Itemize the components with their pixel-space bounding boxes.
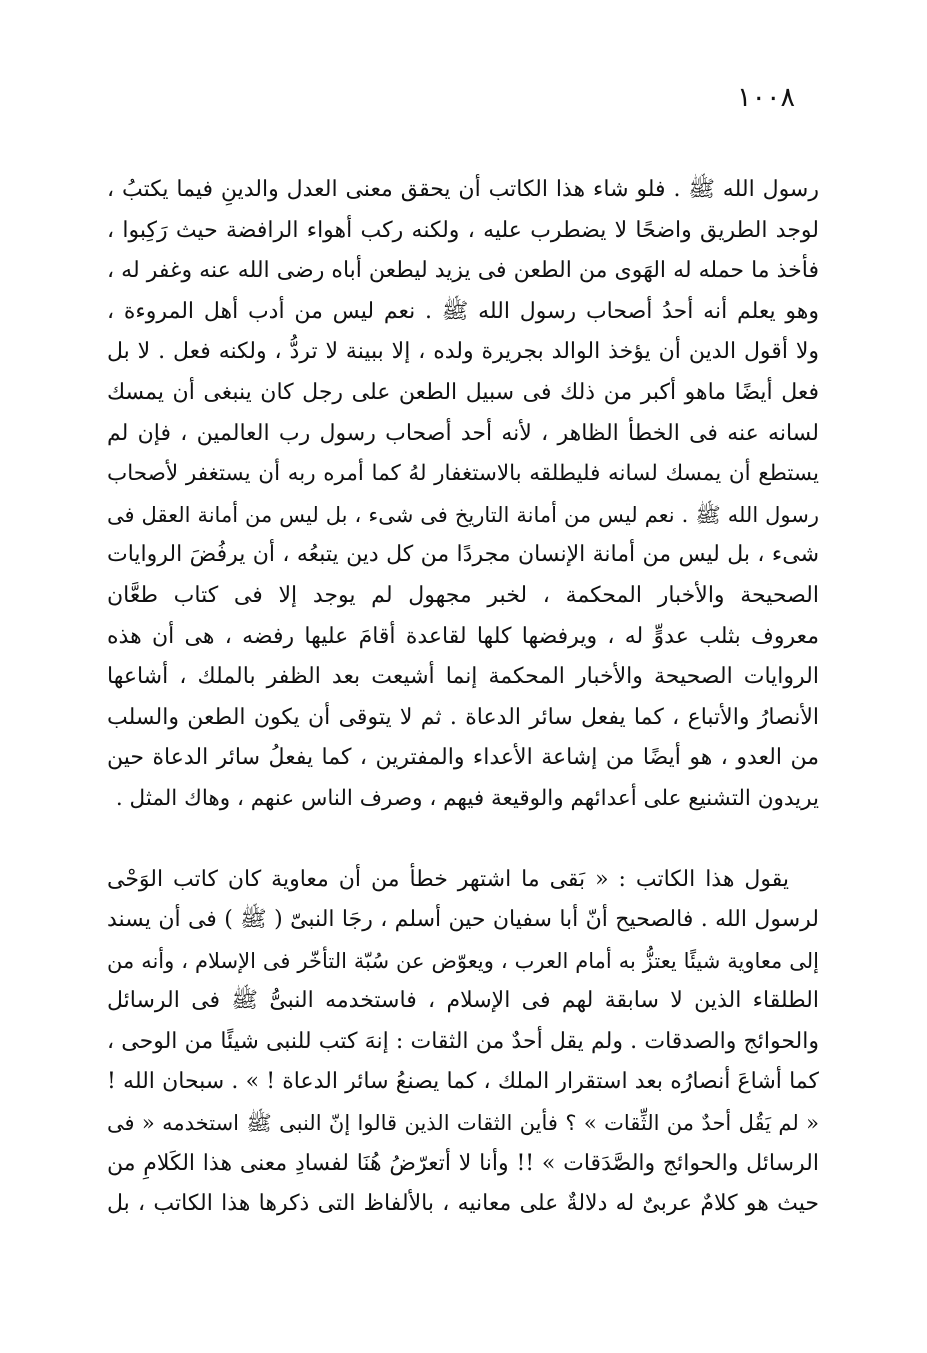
text-line: رسول الله ﷺ . نعم ليس من أمانة التاريخ فى شىء ، بل ليس من أمانة العقل فى bbox=[107, 502, 819, 527]
text-line: شىء ، بل ليس من أمانة الإنسان مجردًا من كل دين يتبعُه ، أن يرفُضَ الروايات bbox=[107, 542, 819, 568]
text-line: وهو يعلم أنه أحدُ أصحاب رسول الله ﷺ . نعم ليس من أدب أهل المروءة ، bbox=[107, 298, 819, 324]
text-line: فأخذ ما حمله له الهَوى من الطعن فى يزيد ليطعن أباه رضى الله عنه وغفر له ، bbox=[107, 258, 819, 284]
text-line: الرسائل والحوائج والصَّدَقات » !! وأنا لا أتعرّضُ هُنَا لفسادِ معنى هذا الكَلامِ من bbox=[107, 1150, 819, 1176]
paragraph-1 bbox=[107, 170, 819, 820]
text-line: الطلقاء الذين لا سابقة لهم فى الإسلام ، فاستخدمه النبىُّ ﷺ فى الرسائل bbox=[107, 988, 819, 1014]
text-line: معروف بثلب عدوٍّ له ، ويرفضها كلها لقاعدة أقامَ عليها رفضه ، هى أن هذه bbox=[107, 623, 819, 649]
paragraph-2 bbox=[107, 860, 819, 1225]
text-line: والحوائج والصدقات . ولم يقل أحدٌ من الثقات : إنهَ كتب للنبى شيئًا من الوحى ، bbox=[107, 1028, 819, 1054]
text-line: « لم يَقُل أحدٌ من الثِّقات » ؟ فأين الثقات الذين قالوا إنّ النبى ﷺ استخدمه « فى bbox=[107, 1111, 819, 1136]
text-line: الصحيحة والأخبار المحكمة ، لخبر مجهول لم يوجد إلا فى كتاب طعَّان bbox=[107, 582, 819, 608]
text-line: لرسول الله . فالصحيح أنّ أبا سفيان حين أسلم ، رجَا النبىّ ( ﷺ ) فى أن يسند bbox=[107, 907, 819, 933]
text-line: فعل أيضًا ماهو أكبر من ذلك فى سبيل الطعن على رجل كان ينبغى أن يمسك bbox=[107, 379, 819, 405]
text-line: يريدون التشنيع على أعدائهم والوقيعة فيهم ، وصرف الناس عنهم ، وهاك المثل . bbox=[115, 785, 819, 811]
text-line: رسول الله ﷺ . فلو شاء هذا الكاتب أن يحقق معنى العدل والدينِ فيما يكتبُ ، bbox=[107, 177, 819, 202]
text-line: يقول هذا الكاتب : « بَقى ما اشتهر خطأ من أن معاوية كان كاتب الوَحْى bbox=[107, 866, 789, 892]
body-text bbox=[107, 170, 819, 1225]
text-line: لسانه عنه فى الخطأ الظاهر ، لأنه أحد أصحاب رسول رب العالمين ، فإن لم bbox=[107, 420, 819, 446]
text-line: ولا أقول الدين أن يؤخذ الوالد بجريرة ولده ، إلا ببينة لا تردُّ ، ولكنه فعل . لا بل bbox=[107, 339, 819, 365]
text-line: لوجد الطريق واضحًا لا يضطرب عليه ، ولكنه ركب أهواء الرافضة حيث رَكِبوا ، bbox=[107, 217, 819, 243]
text-line: من العدو ، هو أيضًا من إشاعة الأعداء والمفترين ، كما يفعلُ سائر الدعاة حين bbox=[107, 745, 819, 771]
text-line: الروايات الصحيحة والأخبار المحكمة إنما أشيعت بعد الظفر بالملك ، أشاعها bbox=[107, 664, 819, 690]
text-line: إلى معاوية شيئًا يعتزُّ به أمام العرب ، ويعوّض عن سُبّة التأخّر فى الإسلام ، وأنه من bbox=[107, 948, 819, 973]
text-line: يستطع أن يمسك لسانه فليطلقه بالاستغفار لهُ كما أمره ربه أن يستغفر لأصحاب bbox=[107, 461, 819, 487]
page-number: ١٠٠٨ bbox=[736, 82, 795, 113]
text-line: كما أشاعَ أنصارُه بعد استقرار الملك ، كما يصنعُ سائر الدعاة ! » . سبحان الله ! bbox=[107, 1069, 819, 1095]
text-line: الأنصارُ والأتباع ، كما يفعل سائر الدعاة . ثم لا يتوقى أن يكون الطعن والسلب bbox=[107, 704, 819, 730]
text-line: حيث هو كلامٌ عربىٌ له دلالةٌ على معانيه ، بالألفاظ التى ذكرها هذا الكاتب ، بل bbox=[107, 1191, 819, 1217]
